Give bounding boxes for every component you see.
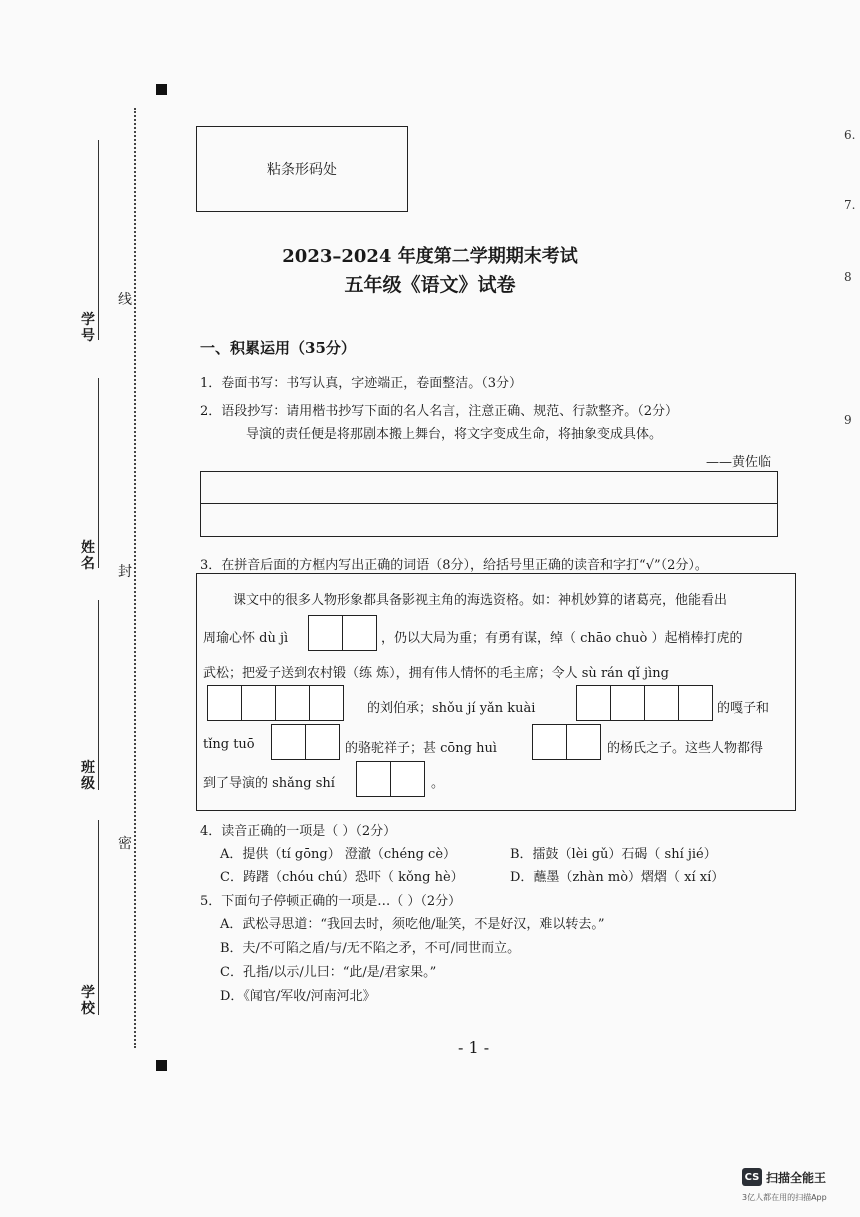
bleed-number-9: 9 [844,413,852,427]
question-5-option-a[interactable]: A．武松寻思道：“我回去时，须吃他/耻笑，不是好汉，难以转去。” [220,917,605,932]
copy-writing-divider [201,503,777,504]
question-2: 2．语段抄写：请用楷书抄写下面的名人名言，注意正确、规范、行款整齐。（2分） [200,404,679,419]
question-4-option-d[interactable]: D．蘸墨（zhàn mò）熠熠（ xí xí） [510,870,725,885]
answer-cell[interactable] [566,724,601,760]
student-no-label: 学 号 [81,312,95,344]
student-no-line [98,140,99,340]
question-1: 1．卷面书写：书写认真，字迹端正，卷面整洁。（3分） [200,376,523,391]
answer-cell[interactable] [390,761,425,797]
answer-cell[interactable] [309,685,344,721]
answer-cell[interactable] [275,685,310,721]
passage-line-3: 武松；把爱子送到农村锻（练 炼），拥有伟人情怀的毛主席；令人 sù rán qǐ jìng [203,666,669,681]
answer-cell[interactable] [207,685,242,721]
exam-title: 2023–2024 年度第二学期期末考试 [282,246,578,267]
copy-writing-box[interactable] [200,471,778,537]
question-4-option-c[interactable]: C．踌躇（chóu chú）恐吓（ kǒng hè） [220,870,464,885]
quote-author: ——黄佐临 [706,455,772,470]
passage-line-2b: ，仍以大局为重；有勇有谋，绰（ chāo chuò ）起梢棒打虎的 [381,631,743,646]
passage-line-2a: 周瑜心怀 dù jì [203,631,289,646]
seal-char-seal: 封 [118,564,132,580]
quote-text: 导演的责任便是将那剧本搬上舞台，将文字变成生命，将抽象变成具体。 [246,427,663,442]
bleed-number-7: 7. [844,198,856,212]
class-label: 班 级 [81,760,95,792]
answer-cell[interactable] [342,615,377,651]
question-5-option-c[interactable]: C．孔指/以示/儿曰：“此/是/君家果。” [220,965,437,980]
passage-line-4b: 的嘎子和 [717,701,770,716]
passage-line-5b: 的骆驼祥子；甚 cōng huì [345,741,497,756]
question-5: 5．下面句子停顿正确的一项是…（ ）（2分） [200,894,462,909]
passage-line-4a: 的刘伯承；shǒu jí yǎn kuài [367,701,536,716]
answer-cell[interactable] [305,724,340,760]
passage-line-5a: tǐng tuō [203,737,255,752]
answer-cell[interactable] [271,724,306,760]
passage-line-6b: 。 [431,776,445,791]
seal-char-secret: 密 [118,836,132,852]
school-line [98,820,99,1015]
seal-char-line: 线 [118,292,132,308]
registration-mark-top [156,84,167,95]
question-3: 3．在拼音后面的方框内写出正确的词语（8分），给括号里正确的读音和字打“√”（2分）。 [200,558,708,573]
question-5-option-d[interactable]: D．《闻官/军收/河南河北》 [220,989,376,1004]
question-4-option-b[interactable]: B．擂鼓（lèi gǔ）石碣（ shí jié） [510,847,717,862]
passage-line-6a: 到了导演的 shǎng shí [203,776,335,791]
answer-cell[interactable] [356,761,391,797]
question-4-option-a[interactable]: A．提供（tí gōng） 澄澈（chéng cè） [220,847,457,862]
passage-line-5c: 的杨氏之子。这些人物都得 [607,741,764,756]
answer-cells-shoujiyankuai[interactable] [577,685,713,721]
name-label: 姓 名 [81,540,95,572]
answer-cell[interactable] [576,685,611,721]
answer-cells-suranqijing[interactable] [208,685,344,721]
answer-cell[interactable] [678,685,713,721]
answer-cell[interactable] [644,685,679,721]
answer-cell[interactable] [241,685,276,721]
answer-cells-tingtuo[interactable] [272,724,340,760]
answer-cells-conghui[interactable] [533,724,601,760]
barcode-label: 粘条形码处 [267,162,337,178]
section-heading: 一、积累运用（35分） [200,339,356,357]
answer-cells-duji[interactable] [309,615,377,651]
name-line [98,378,99,568]
answer-cell[interactable] [532,724,567,760]
barcode-area [196,126,408,212]
school-label: 学 校 [81,985,95,1017]
scanner-badge-icon: CS [742,1168,762,1186]
page-number: - 1 - [458,1038,490,1057]
passage-line-1: 课文中的很多人物形象都具备影视主角的海选资格。如：神机妙算的诸葛亮，他能看出 [233,593,728,608]
exam-subtitle: 五年级《语文》试卷 [344,274,516,296]
bleed-number-8: 8 [844,270,852,284]
question-4: 4．读音正确的一项是（ ）（2分） [200,824,397,839]
bleed-number-6: 6. [844,128,856,142]
question-5-option-b[interactable]: B．夫/不可陷之盾/与/无不陷之矛，不可/同世而立。 [220,941,521,956]
passage-box [196,573,796,811]
answer-cell[interactable] [308,615,343,651]
answer-cells-shangshi[interactable] [357,761,425,797]
answer-cell[interactable] [610,685,645,721]
scanner-logo [742,1168,826,1186]
class-line [98,600,99,790]
scanner-name: 扫描全能王 [766,1170,827,1185]
registration-mark-bottom [156,1060,167,1071]
scanner-tagline: 3亿人都在用的扫描App [742,1193,827,1202]
